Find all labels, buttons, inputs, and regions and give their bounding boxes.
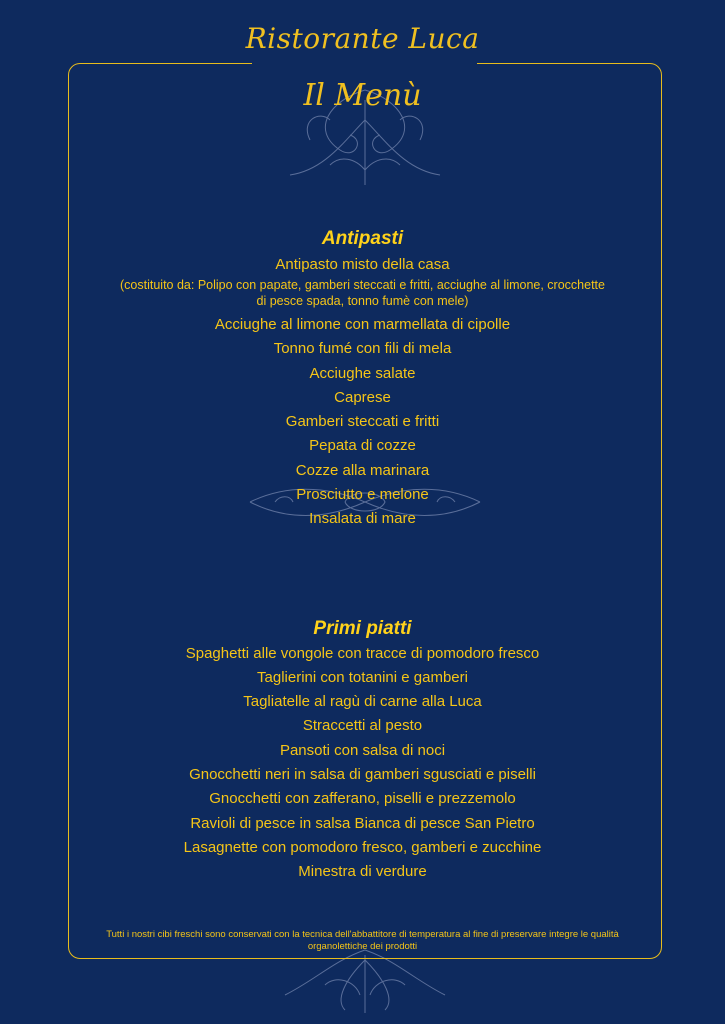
antipasti-item: Caprese [334,389,391,406]
primi-item: Gnocchetti neri in salsa di gamberi sgusciati e piselli [189,766,536,783]
antipasto-misto-note [100,277,625,309]
antipasti-title: Antipasti [321,228,404,249]
primi-item: Minestra di verdure [298,863,427,880]
antipasti-item: Tonno fumé con fili di mela [273,340,452,357]
antipasti-item: Insalata di mare [309,510,416,527]
primi-item: Lasagnette con pomodoro fresco, gamberi e zucchine [183,839,542,856]
title-backdrop [252,56,477,70]
menu-title: Il Menù [303,78,422,113]
primi-item: Pansoti con salsa di noci [279,742,446,759]
primi-item: Spaghetti alle vongole con tracce di pomodoro fresco [185,645,540,662]
freshness-disclaimer [80,929,645,953]
antipasti-item: Gamberi steccati e fritti [285,413,440,430]
primi-title: Primi piatti [313,618,412,639]
primi-item: Taglierini con totanini e gamberi [257,669,468,686]
note-line: di pesce spada, tonno fumè con mele) [256,294,469,308]
footer-line: organolettiche dei prodotti [307,941,418,952]
antipasti-item: Cozze alla marinara [295,462,430,479]
primi-item: Tagliatelle al ragù di carne alla Luca [243,693,482,710]
footer-line: Tutti i nostri cibi freschi sono conservati con la tecnica dell'abbattitore di temperatura al fine di preservare integre le qualità [106,929,619,940]
restaurant-name: Ristorante Luca [0,22,725,55]
antipasti-item: Pepata di cozze [309,437,416,454]
primi-item: Ravioli di pesce in salsa Bianca di pesce San Pietro [190,815,535,832]
note-line: (costituito da: Polipo con papate, gamberi steccati e fritti, acciughe al limone, crocchette [120,278,605,292]
primi-item: Straccetti al pesto [302,717,423,734]
antipasti-item: Acciughe al limone con marmellata di cipolle [214,316,511,333]
antipasti-item: Acciughe salate [309,365,416,382]
antipasti-item: Antipasto misto della casa [275,256,450,273]
primi-item: Gnocchetti con zafferano, piselli e prezzemolo [209,790,516,807]
antipasti-item: Prosciutto e melone [296,486,429,503]
